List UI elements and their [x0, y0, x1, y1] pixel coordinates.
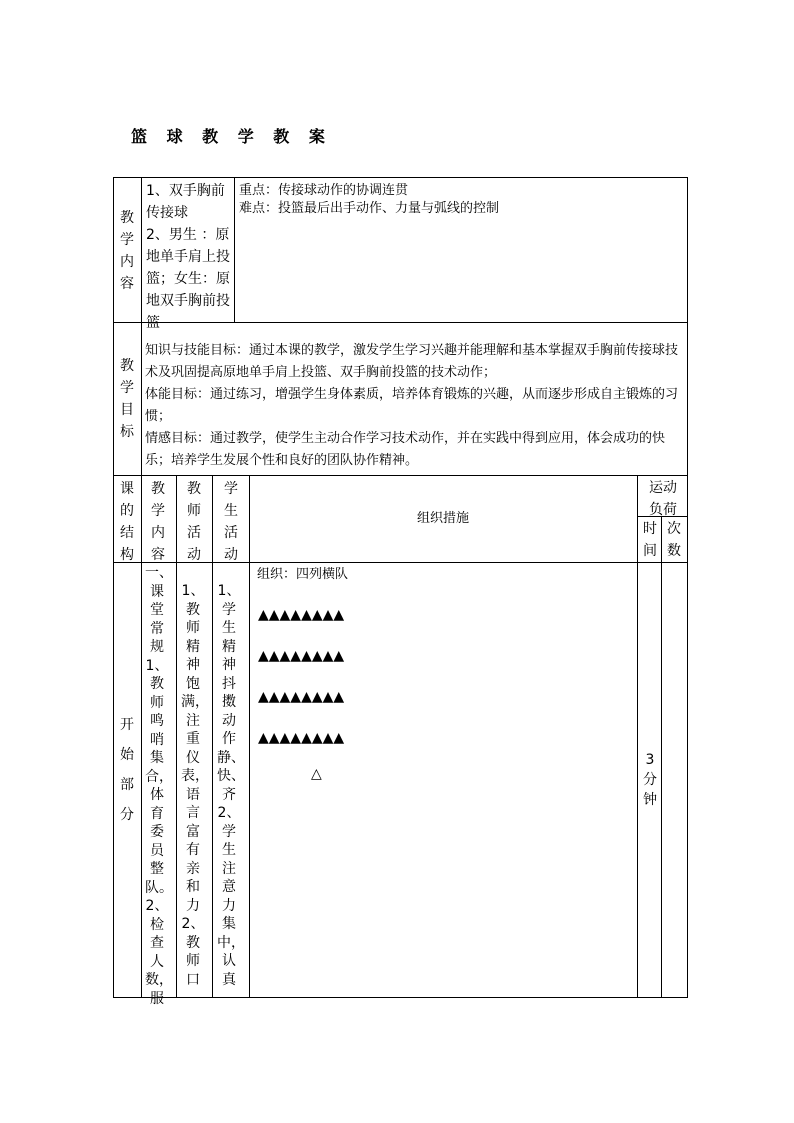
- content-label: 教学内容: [120, 210, 134, 292]
- content-item-1: 1、双手胸前传接球: [146, 183, 225, 221]
- header-student: 学生活动: [224, 481, 238, 563]
- goal-fitness: 体能目标：通过练习，增强学生身体素质，培养体育锻炼的兴趣，从而逐步形成自主锻炼的习惯；: [145, 387, 679, 424]
- start-time: 3分钟: [643, 752, 657, 808]
- key-point: 重点：传接球动作的协调连贯: [239, 183, 409, 198]
- formation-row-3: ▲▲▲▲▲▲▲▲: [258, 689, 345, 705]
- header-count: 次数: [667, 521, 681, 559]
- formation-title: 组织：四列横队: [257, 567, 349, 582]
- header-structure: 课的结构: [120, 481, 134, 563]
- header-org: 组织措施: [416, 511, 469, 526]
- header-time: 时间: [643, 521, 657, 559]
- teacher-position-icon: △: [311, 766, 322, 782]
- header-load: 运动负荷: [649, 480, 677, 518]
- section-start: 开始部分: [120, 717, 134, 823]
- formation-row-4: ▲▲▲▲▲▲▲▲: [258, 730, 345, 746]
- formation-row-2: ▲▲▲▲▲▲▲▲: [258, 648, 345, 664]
- page-title: 篮 球 教 学 教 案: [131, 127, 332, 146]
- formation-row-1: ▲▲▲▲▲▲▲▲: [258, 607, 345, 623]
- start-teacher-activity: 1、教师精神饱满，注重仪表，语言富有亲和力 2、教师口: [181, 583, 209, 988]
- start-content: 一、课堂常规1、教师鸣哨集合，体育委员整队。2、检查人数，服: [145, 565, 173, 1007]
- content-item-2: 2、男生 ：原地单手肩上投篮；女生：原地双手胸前投篮: [146, 227, 230, 331]
- start-student-activity: 1、学生精神抖擞动作静、快、齐 2、学生注意力集中，认真: [217, 583, 245, 988]
- goal-emotion: 情感目标：通过教学，使学生主动合作学习技术动作，并在实践中得到应用，体会成功的快乐；培养学生发展个性和良好的团队协作精神。: [145, 431, 666, 468]
- header-content: 教学内容: [151, 481, 165, 563]
- difficult-point: 难点：投篮最后出手动作、力量与弧线的控制: [239, 201, 500, 216]
- goals-label: 教学目标: [120, 358, 134, 440]
- header-teacher: 教师活动: [187, 481, 201, 563]
- goal-skill: 知识与技能目标：通过本课的教学，激发学生学习兴趣并能理解和基本掌握双手胸前传接球技术及巩固提高原地单手肩上投篮、双手胸前投篮的技术动作；: [145, 343, 679, 380]
